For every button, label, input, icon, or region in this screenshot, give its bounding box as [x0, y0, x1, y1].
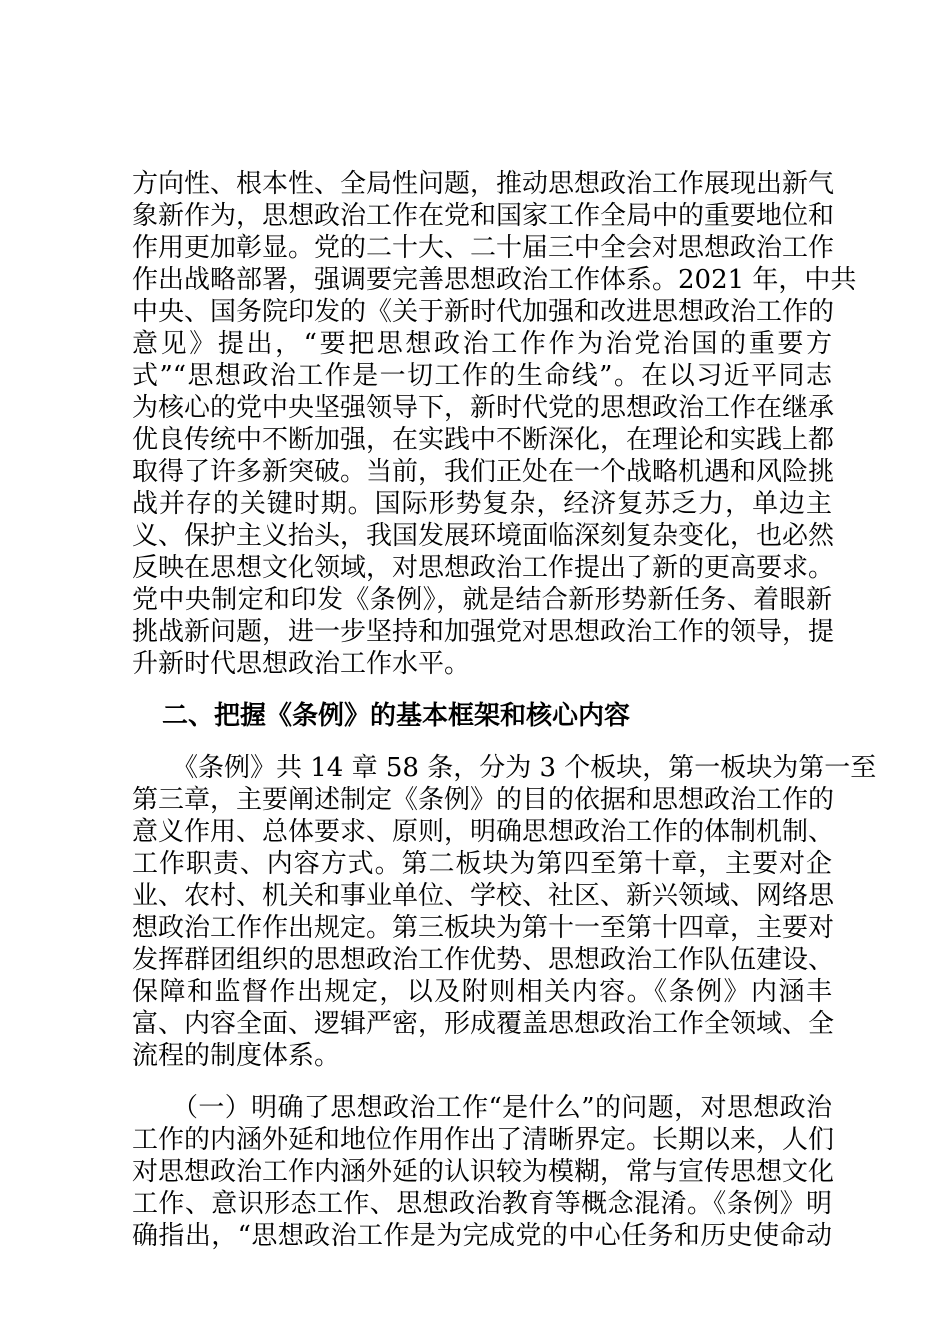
paragraph-2-line: 《条例》共 14 章 58 条，分为 3 个板块，第一板块为第一至 [172, 753, 877, 783]
paragraph-1-line: 意见》提出，“要把思想政治工作作为治党治国的重要方 [132, 329, 832, 359]
paragraph-2-line: 业、农村、机关和事业单位、学校、社区、新兴领域、网络思 [132, 881, 835, 911]
paragraph-1-line: 式”“思想政治工作是一切工作的生命线”。在以习近平同志 [132, 361, 832, 391]
paragraph-1-line: 中央、国务院印发的《关于新时代加强和改进思想政治工作的 [132, 297, 835, 327]
paragraph-2-line: 富、内容全面、逻辑严密，形成覆盖思想政治工作全领域、全 [132, 1009, 835, 1039]
paragraph-2-line: 第三章，主要阐述制定《条例》的目的依据和思想政治工作的 [132, 785, 835, 815]
paragraph-3-line: 确指出，“思想政治工作是为完成党的中心任务和历史使命动 [132, 1221, 832, 1251]
paragraph-2-line: 发挥群团组织的思想政治工作优势、思想政治工作队伍建设、 [132, 945, 835, 975]
paragraph-1-line: 象新作为，思想政治工作在党和国家工作全局中的重要地位和 [132, 201, 835, 231]
paragraph-1-line: 作用更加彰显。党的二十大、二十届三中全会对思想政治工作 [132, 233, 835, 263]
paragraph-1-line: 反映在思想文化领域，对思想政治工作提出了新的更高要求。 [132, 553, 835, 583]
paragraph-3-line: 工作的内涵外延和地位作用作出了清晰界定。长期以来，人们 [132, 1125, 835, 1155]
paragraph-1-line: 作出战略部署，强调要完善思想政治工作体系。2021 年，中共 [132, 265, 857, 295]
paragraph-1-line: 优良传统中不断加强，在实践中不断深化，在理论和实践上都 [132, 425, 835, 455]
paragraph-1-line: 为核心的党中央坚强领导下，新时代党的思想政治工作在继承 [132, 393, 835, 423]
section-heading: 二、把握《条例》的基本框架和核心内容 [162, 701, 631, 731]
paragraph-3-line: （一）明确了思想政治工作“是什么”的问题，对思想政治 [172, 1093, 832, 1123]
paragraph-1-line: 战并存的关键时期。国际形势复杂，经济复苏乏力，单边主 [132, 489, 832, 519]
paragraph-2-line: 意义作用、总体要求、原则，明确思想政治工作的体制机制、 [132, 817, 835, 847]
paragraph-1-line: 义、保护主义抬头，我国发展环境面临深刻复杂变化，也必然 [132, 521, 835, 551]
paragraph-2-line: 工作职责、内容方式。第二板块为第四至第十章，主要对企 [132, 849, 832, 879]
paragraph-2-line: 保障和监督作出规定，以及附则相关内容。《条例》内涵丰 [132, 977, 832, 1007]
paragraph-1-line: 取得了许多新突破。当前，我们正处在一个战略机遇和风险挑 [132, 457, 835, 487]
paragraph-3-line: 工作、意识形态工作、思想政治教育等概念混淆。《条例》明 [132, 1189, 832, 1219]
paragraph-3-line: 对思想政治工作内涵外延的认识较为模糊，常与宣传思想文化 [132, 1157, 835, 1187]
paragraph-2-line: 流程的制度体系。 [132, 1041, 341, 1071]
paragraph-1-line: 党中央制定和印发《条例》，就是结合新形势新任务、着眼新 [132, 585, 832, 615]
paragraph-1-line: 挑战新问题，进一步坚持和加强党对思想政治工作的领导，提 [132, 617, 835, 647]
paragraph-1-line: 升新时代思想政治工作水平。 [132, 649, 471, 679]
paragraph-1-line: 方向性、根本性、全局性问题，推动思想政治工作展现出新气 [132, 169, 835, 199]
paragraph-2-line: 想政治工作作出规定。第三板块为第十一至第十四章，主要对 [132, 913, 835, 943]
